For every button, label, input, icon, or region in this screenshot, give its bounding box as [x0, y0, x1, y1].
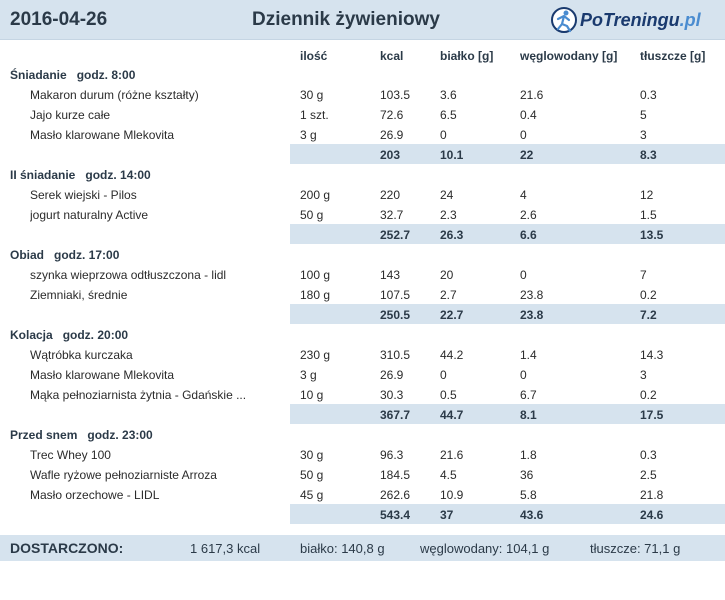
column-header-kcal: kcal [380, 49, 404, 63]
summary-label: DOSTARCZONO: [10, 540, 124, 556]
meal-total-kcal: 543.4 [380, 508, 411, 522]
food-kcal: 32.7 [380, 208, 404, 222]
food-qty: 30 g [300, 448, 324, 462]
potreningu-logo[interactable] [550, 4, 720, 36]
food-kcal: 26.9 [380, 368, 404, 382]
food-fat: 1.5 [640, 208, 657, 222]
meal-total-protein: 37 [440, 508, 454, 522]
meal-total-carbs: 8.1 [520, 408, 537, 422]
food-name: Trec Whey 100 [30, 448, 111, 462]
meal-title [10, 248, 119, 262]
food-carbs: 1.4 [520, 348, 537, 362]
food-qty: 10 g [300, 388, 324, 402]
food-kcal: 103.5 [380, 88, 411, 102]
meal-time: godz. 20:00 [62, 328, 129, 342]
runner-logo-icon [550, 5, 578, 35]
food-name: szynka wieprzowa odtłuszczona - lidl [30, 268, 227, 282]
food-name: Serek wiejski - Pilos [30, 188, 137, 202]
food-name: Masło klarowane Mlekovita [30, 128, 175, 142]
meal-total-kcal: 250.5 [380, 308, 411, 322]
food-carbs: 0.4 [520, 108, 537, 122]
meal-total-kcal: 203 [380, 148, 401, 162]
meal-name: Śniadanie [10, 68, 67, 82]
column-header-carbs: węglowodany [g] [520, 49, 618, 63]
food-qty: 30 g [300, 88, 324, 102]
food-protein: 2.7 [440, 288, 457, 302]
food-kcal: 96.3 [380, 448, 404, 462]
food-protein: 24 [440, 188, 454, 202]
food-carbs: 36 [520, 468, 534, 482]
meal-total-protein: 10.1 [440, 148, 464, 162]
food-kcal: 310.5 [380, 348, 411, 362]
food-protein: 21.6 [440, 448, 464, 462]
meal-total-protein: 22.7 [440, 308, 464, 322]
food-protein: 44.2 [440, 348, 464, 362]
food-qty: 180 g [300, 288, 331, 302]
summary-kcal: 1 617,3 kcal [190, 541, 261, 556]
food-qty: 50 g [300, 468, 324, 482]
meal-time: godz. 23:00 [87, 428, 153, 442]
food-kcal: 143 [380, 268, 401, 282]
meal-time: godz. 17:00 [54, 248, 120, 262]
food-kcal: 30.3 [380, 388, 404, 402]
meal-total-fat: 13.5 [640, 228, 664, 242]
food-name: Wafle ryżowe pełnoziarniste Arroza [30, 468, 217, 482]
meal-time: godz. 8:00 [76, 68, 136, 82]
meal-name: Obiad [10, 248, 45, 262]
meal-total-protein: 26.3 [440, 228, 464, 242]
food-protein: 10.9 [440, 488, 464, 502]
meal-title [10, 68, 135, 82]
food-carbs: 0 [520, 268, 527, 282]
food-name: Mąka pełnoziarnista żytnia - Gdańskie ... [30, 388, 247, 402]
food-fat: 7 [640, 268, 647, 282]
food-name: Makaron durum (różne kształty) [30, 88, 199, 102]
food-kcal: 107.5 [380, 288, 411, 302]
food-carbs: 6.7 [520, 388, 537, 402]
column-header-fat: tłuszcze [g] [640, 49, 706, 63]
meal-total-fat: 17.5 [640, 408, 664, 422]
food-name: Jajo kurze całe [30, 108, 111, 122]
food-carbs: 5.8 [520, 488, 537, 502]
meal-name: II śniadanie [10, 168, 76, 182]
logo-text-ext: .pl [679, 10, 701, 30]
meal-total-fat: 7.2 [640, 308, 657, 322]
food-carbs: 23.8 [520, 288, 544, 302]
meal-name: Przed snem [10, 428, 78, 442]
food-protein: 0 [440, 368, 447, 382]
summary-carbs: węglowodany: 104,1 g [420, 541, 550, 556]
logo-text-main: PoTreningu [580, 10, 680, 30]
food-fat: 3 [640, 368, 647, 382]
food-fat: 14.3 [640, 348, 664, 362]
meal-total-carbs: 23.8 [520, 308, 544, 322]
food-qty: 3 g [300, 128, 317, 142]
meal-total-carbs: 43.6 [520, 508, 544, 522]
food-carbs: 4 [520, 188, 527, 202]
food-fat: 0.2 [640, 288, 657, 302]
meal-name: Kolacja [10, 328, 53, 342]
food-protein: 4.5 [440, 468, 457, 482]
food-carbs: 0 [520, 128, 527, 142]
summary-protein: białko: 140,8 g [300, 541, 385, 556]
meal-total-row [290, 144, 725, 164]
meal-total-fat: 8.3 [640, 148, 657, 162]
column-header-protein: białko [g] [440, 49, 494, 63]
food-fat: 0.3 [640, 88, 657, 102]
food-name: Masło orzechowe - LIDL [30, 488, 160, 502]
food-kcal: 262.6 [380, 488, 411, 502]
food-protein: 0.5 [440, 388, 457, 402]
column-header-qty: ilość [300, 49, 328, 63]
food-kcal: 220 [380, 188, 401, 202]
meal-time: godz. 14:00 [85, 168, 151, 182]
food-qty: 200 g [300, 188, 331, 202]
food-fat: 21.8 [640, 488, 664, 502]
food-qty: 100 g [300, 268, 331, 282]
meal-total-protein: 44.7 [440, 408, 464, 422]
food-kcal: 184.5 [380, 468, 411, 482]
food-fat: 2.5 [640, 468, 657, 482]
diary-date: 2016-04-26 [10, 9, 108, 30]
meal-total-row [290, 304, 725, 324]
food-carbs: 0 [520, 368, 527, 382]
food-fat: 0.3 [640, 448, 657, 462]
food-qty: 45 g [300, 488, 324, 502]
meal-title [10, 328, 128, 342]
food-name: Masło klarowane Mlekovita [30, 368, 175, 382]
food-carbs: 1.8 [520, 448, 537, 462]
food-protein: 6.5 [440, 108, 457, 122]
food-qty: 1 szt. [300, 108, 329, 122]
meal-total-kcal: 252.7 [380, 228, 411, 242]
food-qty: 50 g [300, 208, 324, 222]
meal-total-carbs: 6.6 [520, 228, 537, 242]
food-fat: 3 [640, 128, 647, 142]
meal-total-kcal: 367.7 [380, 408, 411, 422]
food-qty: 3 g [300, 368, 317, 382]
food-fat: 5 [640, 108, 647, 122]
food-name: Ziemniaki, średnie [30, 288, 128, 302]
food-carbs: 21.6 [520, 88, 544, 102]
food-carbs: 2.6 [520, 208, 537, 222]
page-title: Dziennik żywieniowy [252, 9, 440, 30]
food-fat: 0.2 [640, 388, 657, 402]
food-kcal: 26.9 [380, 128, 404, 142]
food-name: jogurt naturalny Active [30, 208, 149, 222]
food-name: Wątróbka kurczaka [30, 348, 133, 362]
food-qty: 230 g [300, 348, 331, 362]
header-bar [0, 0, 725, 40]
food-protein: 20 [440, 268, 454, 282]
summary-fat: tłuszcze: 71,1 g [590, 541, 681, 556]
food-protein: 0 [440, 128, 447, 142]
meal-total-carbs: 22 [520, 148, 534, 162]
food-kcal: 72.6 [380, 108, 404, 122]
meal-title [10, 168, 151, 182]
meal-title [10, 428, 153, 442]
food-fat: 12 [640, 188, 654, 202]
meal-total-fat: 24.6 [640, 508, 664, 522]
food-protein: 2.3 [440, 208, 457, 222]
summary-bar [0, 535, 725, 561]
food-protein: 3.6 [440, 88, 457, 102]
